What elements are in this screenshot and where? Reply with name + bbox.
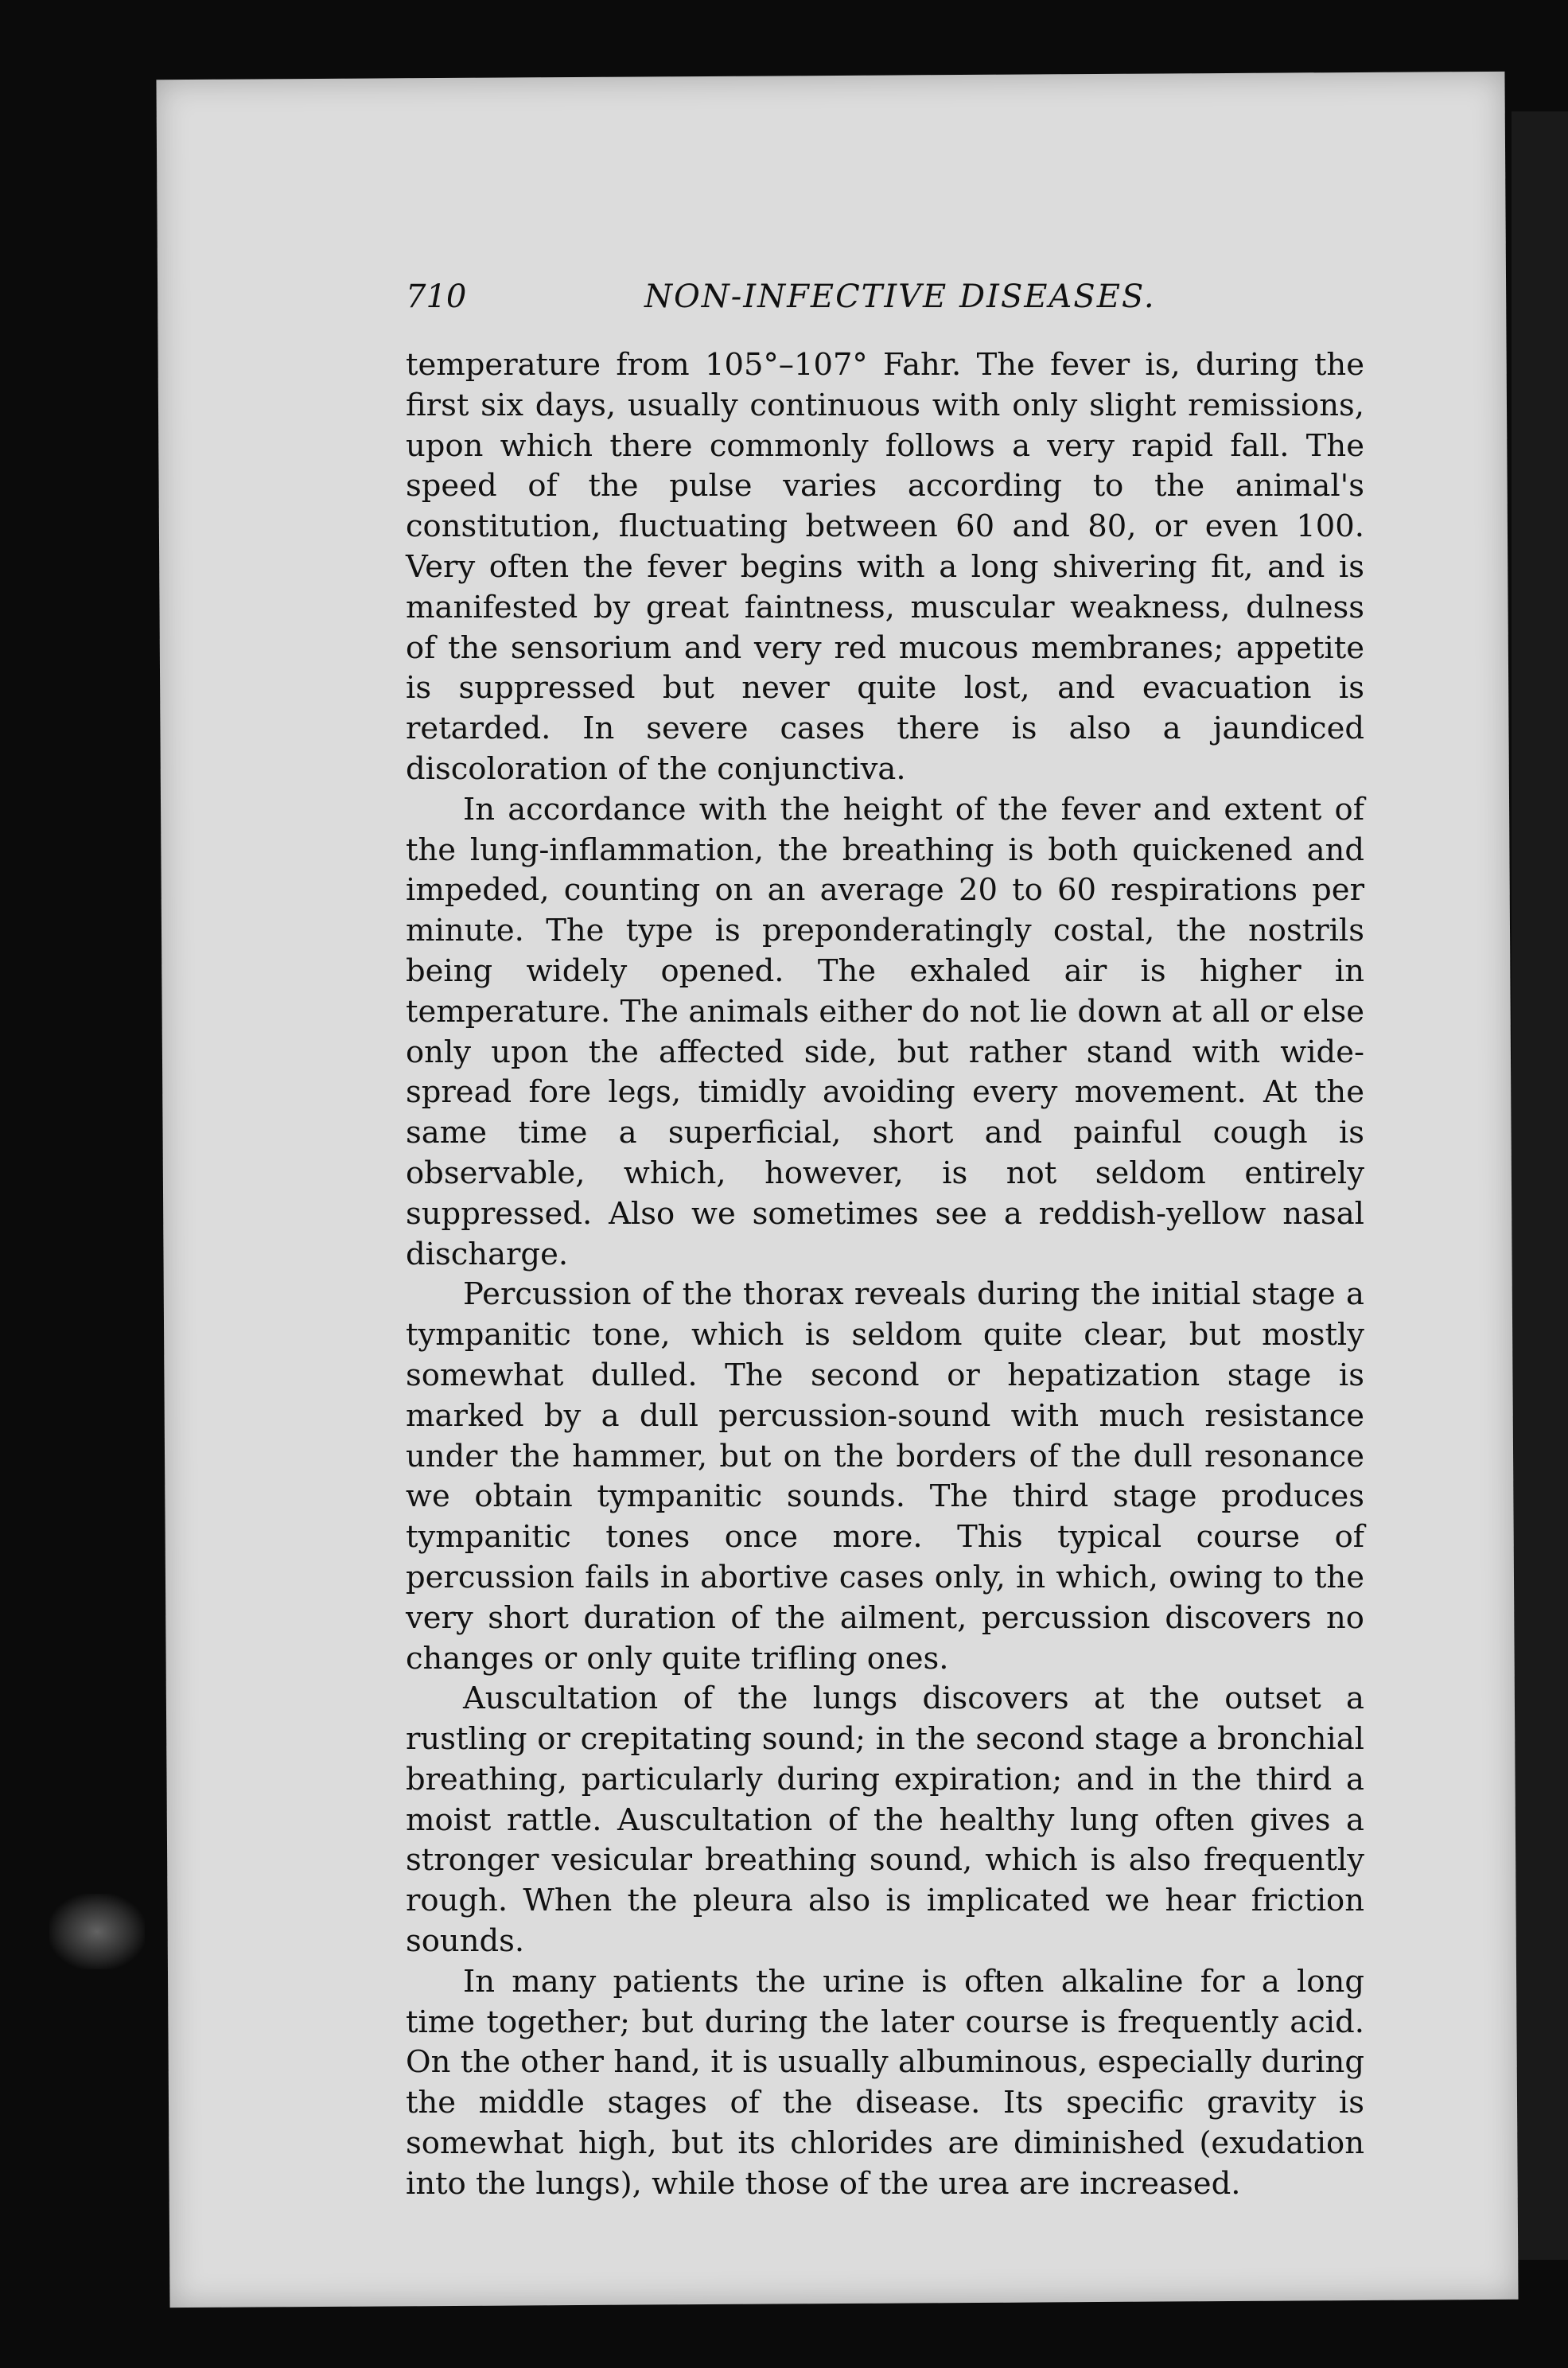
paragraph-breathing: In accordance with the height of the fever and extent of the lung-inflammation, the breathing is both quickened and impeded, counting on an average 20 to 60 respirations per minute. The type is preponderatingly costal, the nostrils being widely opened. The exhaled air is higher in temperature. The animals either do not lie down at all or else only upon the affected side, but rather stand with wide-spread fore legs, timidly avoiding every movement. At the same time a superficial, short and painful cough is observable, which, however, is not seldom entirely suppressed. Also we sometimes see a reddish-yellow nasal discharge. [406,791,1364,1272]
page-content [406,278,1364,2205]
paragraph-urine: In many patients the urine is often alkaline for a long time together; but during the later course is frequently acid. On the other hand, it is usually albuminous, especially during the middle stages of the disease. Its specific gravity is somewhat high, but its chlorides are diminished (exudation into the lungs), while those of the urea are increased. [406,1963,1364,2202]
running-title: NON-INFECTIVE DISEASES. [644,278,1156,315]
paragraph-fever: temperature from 105°–107° Fahr. The fever is, during the first six days, usually continuous with only slight remissions, upon which there commonly follows a very rapid fall. The speed of the pulse varies according to the animal's constitution, fluctuating between 60 and 80, or even 100. Very often the fever begins with a long shivering fit, and is manifested by great faintness, muscular weakness, dulness of the sensorium and very red mucous membranes; appetite is suppressed but never quite lost, and evacuation is retarded. In severe cases there is also a jaundiced discoloration of the conjunctiva. [406,347,1364,787]
running-head [406,278,1364,326]
page-smudge [49,1894,145,1969]
paragraph-auscultation: Auscultation of the lungs discovers at the outset a rustling or crepitating sound; in the second stage a bronchial breathing, particularly during expiration; and in the third a moist rattle. Auscultation of the healthy lung often gives a stronger vesicular breathing sound, which is also frequently rough. When the pleura also is implicated we hear friction sounds. [406,1681,1364,1960]
page-number: 710 [406,278,467,315]
paragraph-percussion: Percussion of the thorax reveals during the initial stage a tympanitic tone, which is seldom quite clear, but mostly somewhat dulled. The second or hepatization stage is marked by a dull percussion-sound with much resistance under the hammer, but on the borders of the dull resonance we obtain tympanitic sounds. The third stage produces tympanitic tones once more. This typical course of percussion fails in abortive cases only, in which, owing to the very short duration of the ailment, percussion discovers no changes or only quite trifling ones. [406,1276,1364,1677]
book-binding-edge [1512,111,1568,2260]
